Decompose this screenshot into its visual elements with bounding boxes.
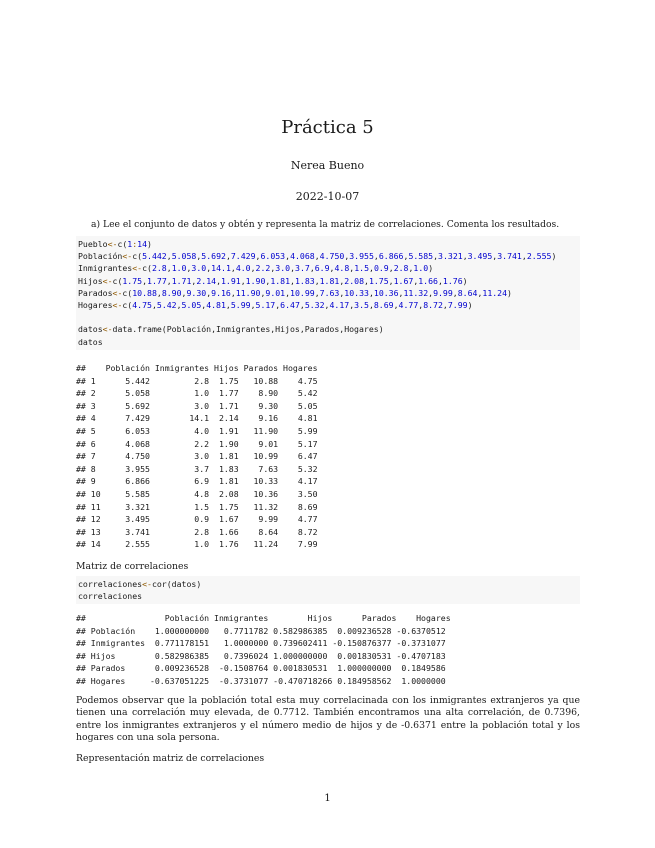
code-sep: ,: [299, 299, 305, 310]
code-sep: ,: [255, 251, 261, 262]
code-sep: ,: [398, 287, 404, 298]
code-number: 5.32: [304, 299, 325, 310]
code-number: 5.585: [408, 251, 434, 262]
code-sep: ,: [369, 263, 374, 274]
code-sep: ,: [225, 251, 231, 262]
code-sep: ,: [230, 287, 236, 298]
code-number: 8.90: [161, 287, 182, 298]
code-sep: ,: [250, 299, 256, 310]
code-sep: ,: [413, 275, 419, 286]
code-sep: ,: [260, 287, 266, 298]
code-sep: ,: [196, 251, 202, 262]
code-sep: ,: [275, 299, 281, 310]
code-number: 5.42: [156, 299, 177, 310]
code-sep: ,: [314, 275, 320, 286]
code-operator: <-: [112, 287, 123, 298]
code-number: 1.91: [221, 275, 241, 286]
code-sep: ,: [368, 299, 374, 310]
code-close: ): [467, 299, 473, 310]
code-number: 4.750: [319, 251, 345, 262]
code-number: 5.05: [181, 299, 202, 310]
code-sep: ,: [216, 275, 221, 286]
code-operator: <-: [122, 251, 133, 262]
code-number: 0.9: [373, 263, 389, 274]
code-var: Hijos: [78, 275, 103, 286]
code-number: 3.321: [438, 251, 463, 262]
code-sep: ,: [290, 275, 295, 286]
code-sep: ,: [442, 299, 448, 310]
code-number: 3.7: [295, 263, 310, 274]
code-sep: ,: [324, 299, 330, 310]
code-number: 1.83: [294, 275, 315, 286]
code-sep: ,: [388, 263, 394, 274]
code-number: 10.88: [132, 287, 157, 298]
code-sep: ,: [462, 251, 468, 262]
code-sep: ,: [373, 251, 379, 262]
output-line: ## 2 5.058 1.0 1.77 8.90 5.42: [76, 388, 318, 399]
code-number: 2.8: [393, 263, 409, 274]
code-number: 9.30: [186, 287, 207, 298]
code-number: 6.053: [260, 251, 286, 262]
code-call: cor(datos): [151, 579, 202, 589]
code-number: 14.1: [211, 263, 231, 274]
code-sep: ,: [403, 251, 409, 262]
code-number: 2.555: [526, 251, 552, 262]
output-line: ## 5 6.053 4.0 1.91 11.90 5.99: [76, 425, 318, 436]
code-sep: ,: [166, 275, 172, 286]
output-line: ## 11 3.321 1.5 1.75 11.32 8.69: [76, 501, 318, 512]
code-var: Población: [78, 251, 123, 262]
code-sep: ,: [408, 263, 414, 274]
code-sep: ,: [290, 263, 296, 274]
code-sep: ,: [349, 299, 355, 310]
code-number: 10.99: [290, 287, 315, 298]
code-text: datos: [78, 336, 103, 347]
code-number: 9.16: [211, 287, 231, 298]
code-number: 11.90: [235, 287, 261, 298]
code-number: 1.90: [245, 275, 266, 286]
output-line: ## Población 1.000000000 0.7711782 0.582986385 0.009236528 -0.6370512: [76, 625, 446, 636]
code-sep: ,: [344, 251, 350, 262]
code-number: 3.955: [349, 251, 374, 262]
code-sep: ,: [368, 287, 374, 298]
code-number: 1: [127, 239, 133, 249]
code-number: 5.442: [142, 251, 167, 262]
representation-caption: Representación matriz de correlaciones: [76, 753, 265, 764]
code-sep: ,: [492, 251, 498, 262]
output-line: ## 6 4.068 2.2 1.90 9.01 5.17: [76, 438, 318, 449]
code-operator: <-: [102, 324, 113, 335]
code-number: 4.0: [235, 263, 251, 274]
code-number: 5.17: [255, 299, 276, 310]
code-call: c(: [122, 299, 133, 310]
code-number: 9.99: [433, 287, 453, 298]
code-call: c(: [112, 275, 123, 286]
code-var: correlaciones: [78, 579, 143, 589]
code-line: [78, 336, 578, 348]
code-number: 6.47: [280, 299, 300, 310]
output-line: ## Población Inmigrantes Hijos Parados Hogares: [76, 613, 451, 623]
code-number: 2.2: [255, 263, 271, 274]
code-operator: <-: [142, 579, 152, 589]
code-number: 3.0: [275, 263, 291, 274]
code-sep: ,: [181, 287, 187, 298]
code-sep: ,: [349, 263, 355, 274]
code-sep: ,: [437, 275, 443, 286]
code-sep: ,: [166, 263, 172, 274]
code-close: ): [462, 275, 468, 286]
code-sep: ,: [329, 263, 335, 274]
code-number: 4.8: [334, 263, 350, 274]
code-number: 10.33: [344, 287, 369, 298]
code-sep: ,: [428, 287, 434, 298]
output-line: ## Parados 0.009236528 -0.1508764 0.001830531 1.000000000 0.1849586: [76, 663, 446, 674]
code-number: 5.99: [230, 299, 251, 310]
output-line: ## 3 5.692 3.0 1.71 9.30 5.05: [76, 400, 318, 411]
code-number: 1.76: [442, 275, 463, 286]
code-number: 10.36: [373, 287, 399, 298]
output-line: ## 8 3.955 3.7 1.83 7.63 5.32: [76, 463, 318, 474]
code-sep: ,: [201, 299, 207, 310]
code-sep: ,: [230, 263, 236, 274]
output-line: ## Población Inmigrantes Hijos Parados Hogares: [76, 363, 318, 373]
code-sep: ,: [521, 251, 527, 262]
code-number: 6.9: [314, 263, 330, 274]
code-line: [78, 590, 578, 602]
code-number: 5.692: [201, 251, 226, 262]
code-close: ): [551, 251, 557, 262]
document-author: Nerea Bueno: [290, 159, 365, 172]
code-call: data.frame(Población,Inmigrantes,Hijos,Parados,Hogares): [112, 324, 384, 335]
code-sep: ,: [250, 263, 256, 274]
code-number: 1.5: [354, 263, 370, 274]
output-line: ## 4 7.429 14.1 2.14 9.16 4.81: [76, 413, 318, 424]
code-number: 11.24: [482, 287, 508, 298]
code-sep: ,: [176, 299, 182, 310]
datos-output: [76, 362, 318, 551]
document-title: Práctica 5: [281, 117, 374, 138]
code-sep: ,: [156, 287, 162, 298]
page-number: 1: [324, 793, 331, 804]
code-blank-line: [78, 311, 578, 323]
code-sep: ,: [142, 275, 148, 286]
question-a: a) Lee el conjunto de datos y obtén y representa la matriz de correlaciones. Comenta los resultados.: [91, 219, 560, 230]
code-sep: ,: [166, 251, 172, 262]
output-line: ## Hogares -0.637051225 -0.3731077 -0.470718266 0.184958562 1.0000000: [76, 675, 446, 686]
code-sep: ,: [206, 263, 212, 274]
correlation-output: [76, 612, 451, 688]
code-number: 1.0: [171, 263, 187, 274]
code-close: ): [428, 263, 434, 274]
code-var: Hogares: [78, 299, 113, 310]
code-sep: ,: [314, 287, 320, 298]
output-line: ## 13 3.741 2.8 1.66 8.64 8.72: [76, 526, 318, 537]
code-sep: ,: [388, 275, 394, 286]
code-close: ): [507, 287, 512, 298]
code-sep: ,: [270, 263, 276, 274]
code-text: correlaciones: [78, 591, 143, 602]
code-sep: ,: [314, 251, 320, 262]
code-number: 6.866: [378, 251, 404, 262]
code-number: 8.69: [373, 299, 394, 310]
code-number: 5.058: [171, 251, 197, 262]
output-line: ## Inmigrantes 0.771178151 1.0000000 0.739602411 -0.150876377 -0.3731077: [76, 638, 446, 649]
code-line: [78, 275, 578, 287]
code-number: 4.77: [398, 299, 419, 310]
code-var: Pueblo: [78, 239, 108, 249]
code-sep: ,: [225, 299, 231, 310]
code-line: [78, 299, 578, 311]
code-number: 2.08: [344, 275, 364, 286]
output-line: ## 14 2.555 1.0 1.76 11.24 7.99: [76, 539, 318, 550]
code-line: [78, 578, 578, 590]
code-number: 1.81: [319, 275, 340, 286]
code-number: 8.64: [457, 287, 478, 298]
code-sep: ,: [240, 275, 246, 286]
code-block-data-input: [76, 236, 580, 350]
code-sep: ,: [191, 275, 197, 286]
code-number: 14: [137, 239, 148, 249]
code-operator: <-: [132, 263, 143, 274]
code-close: ): [147, 239, 152, 249]
output-line: ## 7 4.750 3.0 1.81 10.99 6.47: [76, 451, 318, 462]
code-sep: ,: [452, 287, 458, 298]
code-number: 11.32: [403, 287, 429, 298]
output-line: ## 1 5.442 2.8 1.75 10.88 4.75: [76, 375, 318, 386]
code-line: [78, 323, 578, 335]
matrix-caption: Matriz de correlaciones: [76, 561, 189, 572]
code-var: Parados: [78, 287, 113, 298]
comment-paragraph: Podemos observar que la población total esta muy correlacinada con los inmigrantes extranjeros ya que tienen una correlación muy elevada, de 0.7712. También encontramos una alta correlación, de 0.7396, entre los inmigrantes extranjeros y el número medio de hijos y de -0.6371 entre la población total y los hogares con una sola persona.: [76, 695, 580, 744]
code-number: 9.01: [265, 287, 286, 298]
code-number: 7.429: [230, 251, 256, 262]
code-sep: ,: [339, 275, 345, 286]
code-number: 3.495: [467, 251, 493, 262]
code-sep: ,: [393, 299, 399, 310]
code-sep: ,: [364, 275, 369, 286]
code-sep: ,: [186, 263, 192, 274]
code-number: 1.81: [270, 275, 291, 286]
code-number: 2.14: [196, 275, 217, 286]
code-number: 3.5: [354, 299, 369, 310]
code-number: 4.75: [132, 299, 152, 310]
code-sep: ,: [285, 251, 291, 262]
code-call: c(: [132, 251, 143, 262]
code-number: 1.77: [147, 275, 167, 286]
code-sep: :: [132, 239, 138, 249]
code-sep: ,: [151, 299, 157, 310]
code-number: 4.068: [290, 251, 315, 262]
code-number: 1.75: [368, 275, 389, 286]
output-line: ## 10 5.585 4.8 2.08 10.36 3.50: [76, 488, 318, 499]
code-number: 1.71: [171, 275, 192, 286]
code-line: [78, 287, 578, 299]
code-sep: ,: [309, 263, 315, 274]
code-number: 1.75: [122, 275, 143, 286]
output-line: ## Hijos 0.582986385 0.7396024 1.000000000 0.001830531 -0.4707183: [76, 650, 446, 661]
code-number: 4.17: [329, 299, 350, 310]
code-number: 4.81: [206, 299, 226, 310]
code-number: 2.8: [151, 263, 167, 274]
code-number: 7.63: [319, 287, 340, 298]
code-var: Inmigrantes: [78, 263, 133, 274]
output-line: ## 9 6.866 6.9 1.81 10.33 4.17: [76, 476, 318, 487]
code-number: 3.741: [497, 251, 522, 262]
code-sep: ,: [265, 275, 271, 286]
code-call: c(: [117, 239, 128, 249]
code-sep: ,: [285, 287, 291, 298]
code-operator: <-: [102, 275, 113, 286]
code-call: c(: [122, 287, 133, 298]
code-line: [78, 250, 578, 262]
code-number: 1.66: [418, 275, 438, 286]
code-sep: ,: [339, 287, 345, 298]
code-number: 3.0: [191, 263, 207, 274]
output-line: ## 12 3.495 0.9 1.67 9.99 4.77: [76, 514, 318, 525]
code-operator: <-: [107, 239, 118, 249]
code-number: 8.72: [423, 299, 443, 310]
code-var: datos: [78, 324, 103, 335]
code-number: 7.99: [447, 299, 468, 310]
code-number: 1.67: [393, 275, 414, 286]
code-call: c(: [142, 263, 152, 274]
code-sep: ,: [433, 251, 439, 262]
code-block-correlations: [76, 576, 580, 604]
code-sep: ,: [206, 287, 212, 298]
code-sep: ,: [477, 287, 483, 298]
code-line: [78, 262, 578, 274]
code-number: 1.0: [413, 263, 429, 274]
code-line: [78, 238, 578, 250]
code-operator: <-: [112, 299, 123, 310]
code-sep: ,: [418, 299, 424, 310]
document-date: 2022-10-07: [295, 190, 360, 203]
